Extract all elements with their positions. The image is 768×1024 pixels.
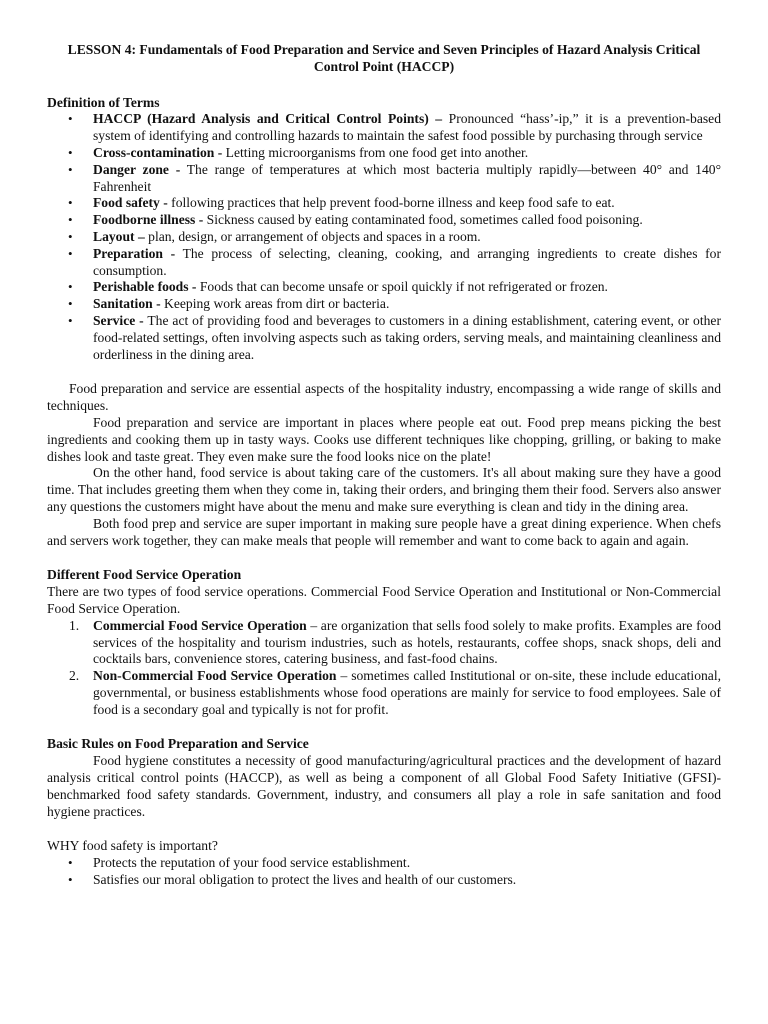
lesson-title: LESSON 4: Fundamentals of Food Preparation and Service and Seven Principles of Hazard Analysis Critical Control Point (HACCP) — [67, 42, 701, 74]
definition-term: Preparation - — [93, 245, 176, 261]
bullet-icon: • — [68, 111, 73, 127]
list-number: 1. — [69, 617, 80, 633]
intro-paragraph: Food preparation and service are essential aspects of the hospitality industry, encompassing a wide range of skills and techniques. — [47, 381, 721, 414]
operation-text: – are organization that sells food solely to make profits. Examples are food services of the hospitality and tourism industries, such as hotels, restaurants, coffee shops, snack shops, deli and cocktails bars, convenience stores, catering business, and fast-food chains. — [93, 617, 721, 667]
intro-paragraph: Food preparation and service are important in places where people eat out. Food prep means picking the best ingredients and cooking them up in tasty ways. Cooks use different techniques like chopping, grilling, or baking to make dishes look and taste great. They even make sure the food looks nice on the plate! — [47, 414, 721, 464]
definition-item — [47, 229, 721, 246]
definition-text: The act of providing food and beverages to customers in a dining establishment, catering event, or other food-related settings, often involving aspects such as taking orders, serving meals, and maintaining cleanliness and orderliness in the dining area. — [93, 312, 721, 362]
bullet-icon: • — [68, 312, 73, 328]
definition-term: Foodborne illness - — [93, 212, 204, 228]
definition-text: following practices that help prevent food-borne illness and keep food safe to eat. — [167, 195, 615, 211]
operation-item — [47, 618, 721, 668]
intro-paragraph: On the other hand, food service is about taking care of the customers. It's all about making sure they have a good time. That includes greeting them when they come in, taking their orders, and bringing them their food. Servers also answer any questions the customers might have about the menu and make sure everything is clean and tidy in the dining area. — [47, 465, 721, 514]
definition-text: Foods that can become unsafe or spoil quickly if not refrigerated or frozen. — [196, 279, 608, 295]
definition-term: HACCP (Hazard Analysis and Critical Control Points) – — [93, 111, 443, 127]
bullet-icon: • — [68, 212, 73, 228]
definition-item — [47, 162, 721, 196]
why-text: Satisfies our moral obligation to protect the lives and health of our customers. — [93, 872, 517, 888]
bullet-icon: • — [68, 228, 73, 244]
list-number: 2. — [69, 668, 80, 684]
bullet-icon: • — [68, 872, 73, 888]
why-list — [47, 855, 721, 889]
definitions-heading: Definition of Terms — [47, 94, 160, 110]
operations-list — [47, 618, 721, 719]
document-page — [47, 42, 721, 889]
basic-rules-heading: Basic Rules on Food Preparation and Service — [47, 736, 309, 752]
definitions-list — [47, 111, 721, 363]
operation-term: Commercial Food Service Operation — [93, 617, 307, 633]
why-heading: WHY food safety is important? — [47, 838, 218, 854]
bullet-icon: • — [68, 296, 73, 312]
operations-intro: There are two types of food service operations. Commercial Food Service Operation and Institutional or Non-Commercial Food Service Operation. — [47, 584, 721, 616]
bullet-icon: • — [68, 279, 73, 295]
why-item — [47, 855, 721, 872]
basic-rules-paragraph: Food hygiene constitutes a necessity of good manufacturing/agricultural practices and the development of hazard analysis critical control points (HACCP), as well as being a component of all Global Food Safety Initiative (GFSI)-benchmarked food safety standards. Government, industry, and consumers all play a role in safe sanitation and food hygiene practices. — [47, 753, 721, 819]
definition-text: Pronounced “hass’-ip,” it is a prevention-based system of identifying and controlling hazards to maintain the safest food possible by purchasing through service — [93, 111, 722, 144]
intro-paragraph: Both food prep and service are super important in making sure people have a great dining experience. When chefs and servers work together, they can make meals that people will remember and want to come back to again and again. — [47, 515, 721, 548]
bullet-icon: • — [68, 144, 73, 160]
definition-item — [47, 313, 721, 363]
definition-term: Sanitation - — [93, 296, 161, 312]
definition-item — [47, 279, 721, 296]
operations-heading: Different Food Service Operation — [47, 567, 242, 583]
definition-term: Food safety - — [93, 195, 168, 211]
definition-item — [47, 246, 721, 280]
operation-item — [47, 668, 721, 718]
definition-term: Danger zone - — [93, 161, 181, 177]
definition-term: Layout – — [93, 228, 145, 244]
bullet-icon: • — [68, 161, 73, 177]
definition-text: Sickness caused by eating contaminated food, sometimes called food poisoning. — [203, 212, 643, 228]
definition-item — [47, 195, 721, 212]
why-text: Protects the reputation of your food service establishment. — [93, 855, 411, 871]
definition-term: Service - — [93, 312, 144, 328]
definition-item — [47, 111, 721, 145]
definition-text: Letting microorganisms from one food get into another. — [222, 144, 529, 160]
definition-text: Keeping work areas from dirt or bacteria. — [160, 296, 390, 312]
definition-text: The process of selecting, cleaning, cooking, and arranging ingredients to create dishes for consumption. — [93, 245, 721, 278]
definition-term: Cross-contamination - — [93, 144, 223, 160]
bullet-icon: • — [68, 195, 73, 211]
bullet-icon: • — [68, 245, 73, 261]
definition-item — [47, 145, 721, 162]
definition-item — [47, 212, 721, 229]
why-item — [47, 872, 721, 889]
operation-text: – sometimes called Institutional or on-site, these include educational, governmental, or business establishments whose food operations are mainly for service to food employees. Sale of food is a secondary goal and typically is not for profit. — [93, 668, 722, 717]
operation-term: Non-Commercial Food Service Operation — [93, 668, 337, 684]
definition-term: Perishable foods - — [93, 279, 197, 295]
definition-text: The range of temperatures at which most bacteria multiply rapidly—between 40° and 140° Fahrenheit — [93, 161, 722, 194]
bullet-icon: • — [68, 855, 73, 871]
definition-item — [47, 296, 721, 313]
definition-text: plan, design, or arrangement of objects and spaces in a room. — [144, 228, 481, 244]
